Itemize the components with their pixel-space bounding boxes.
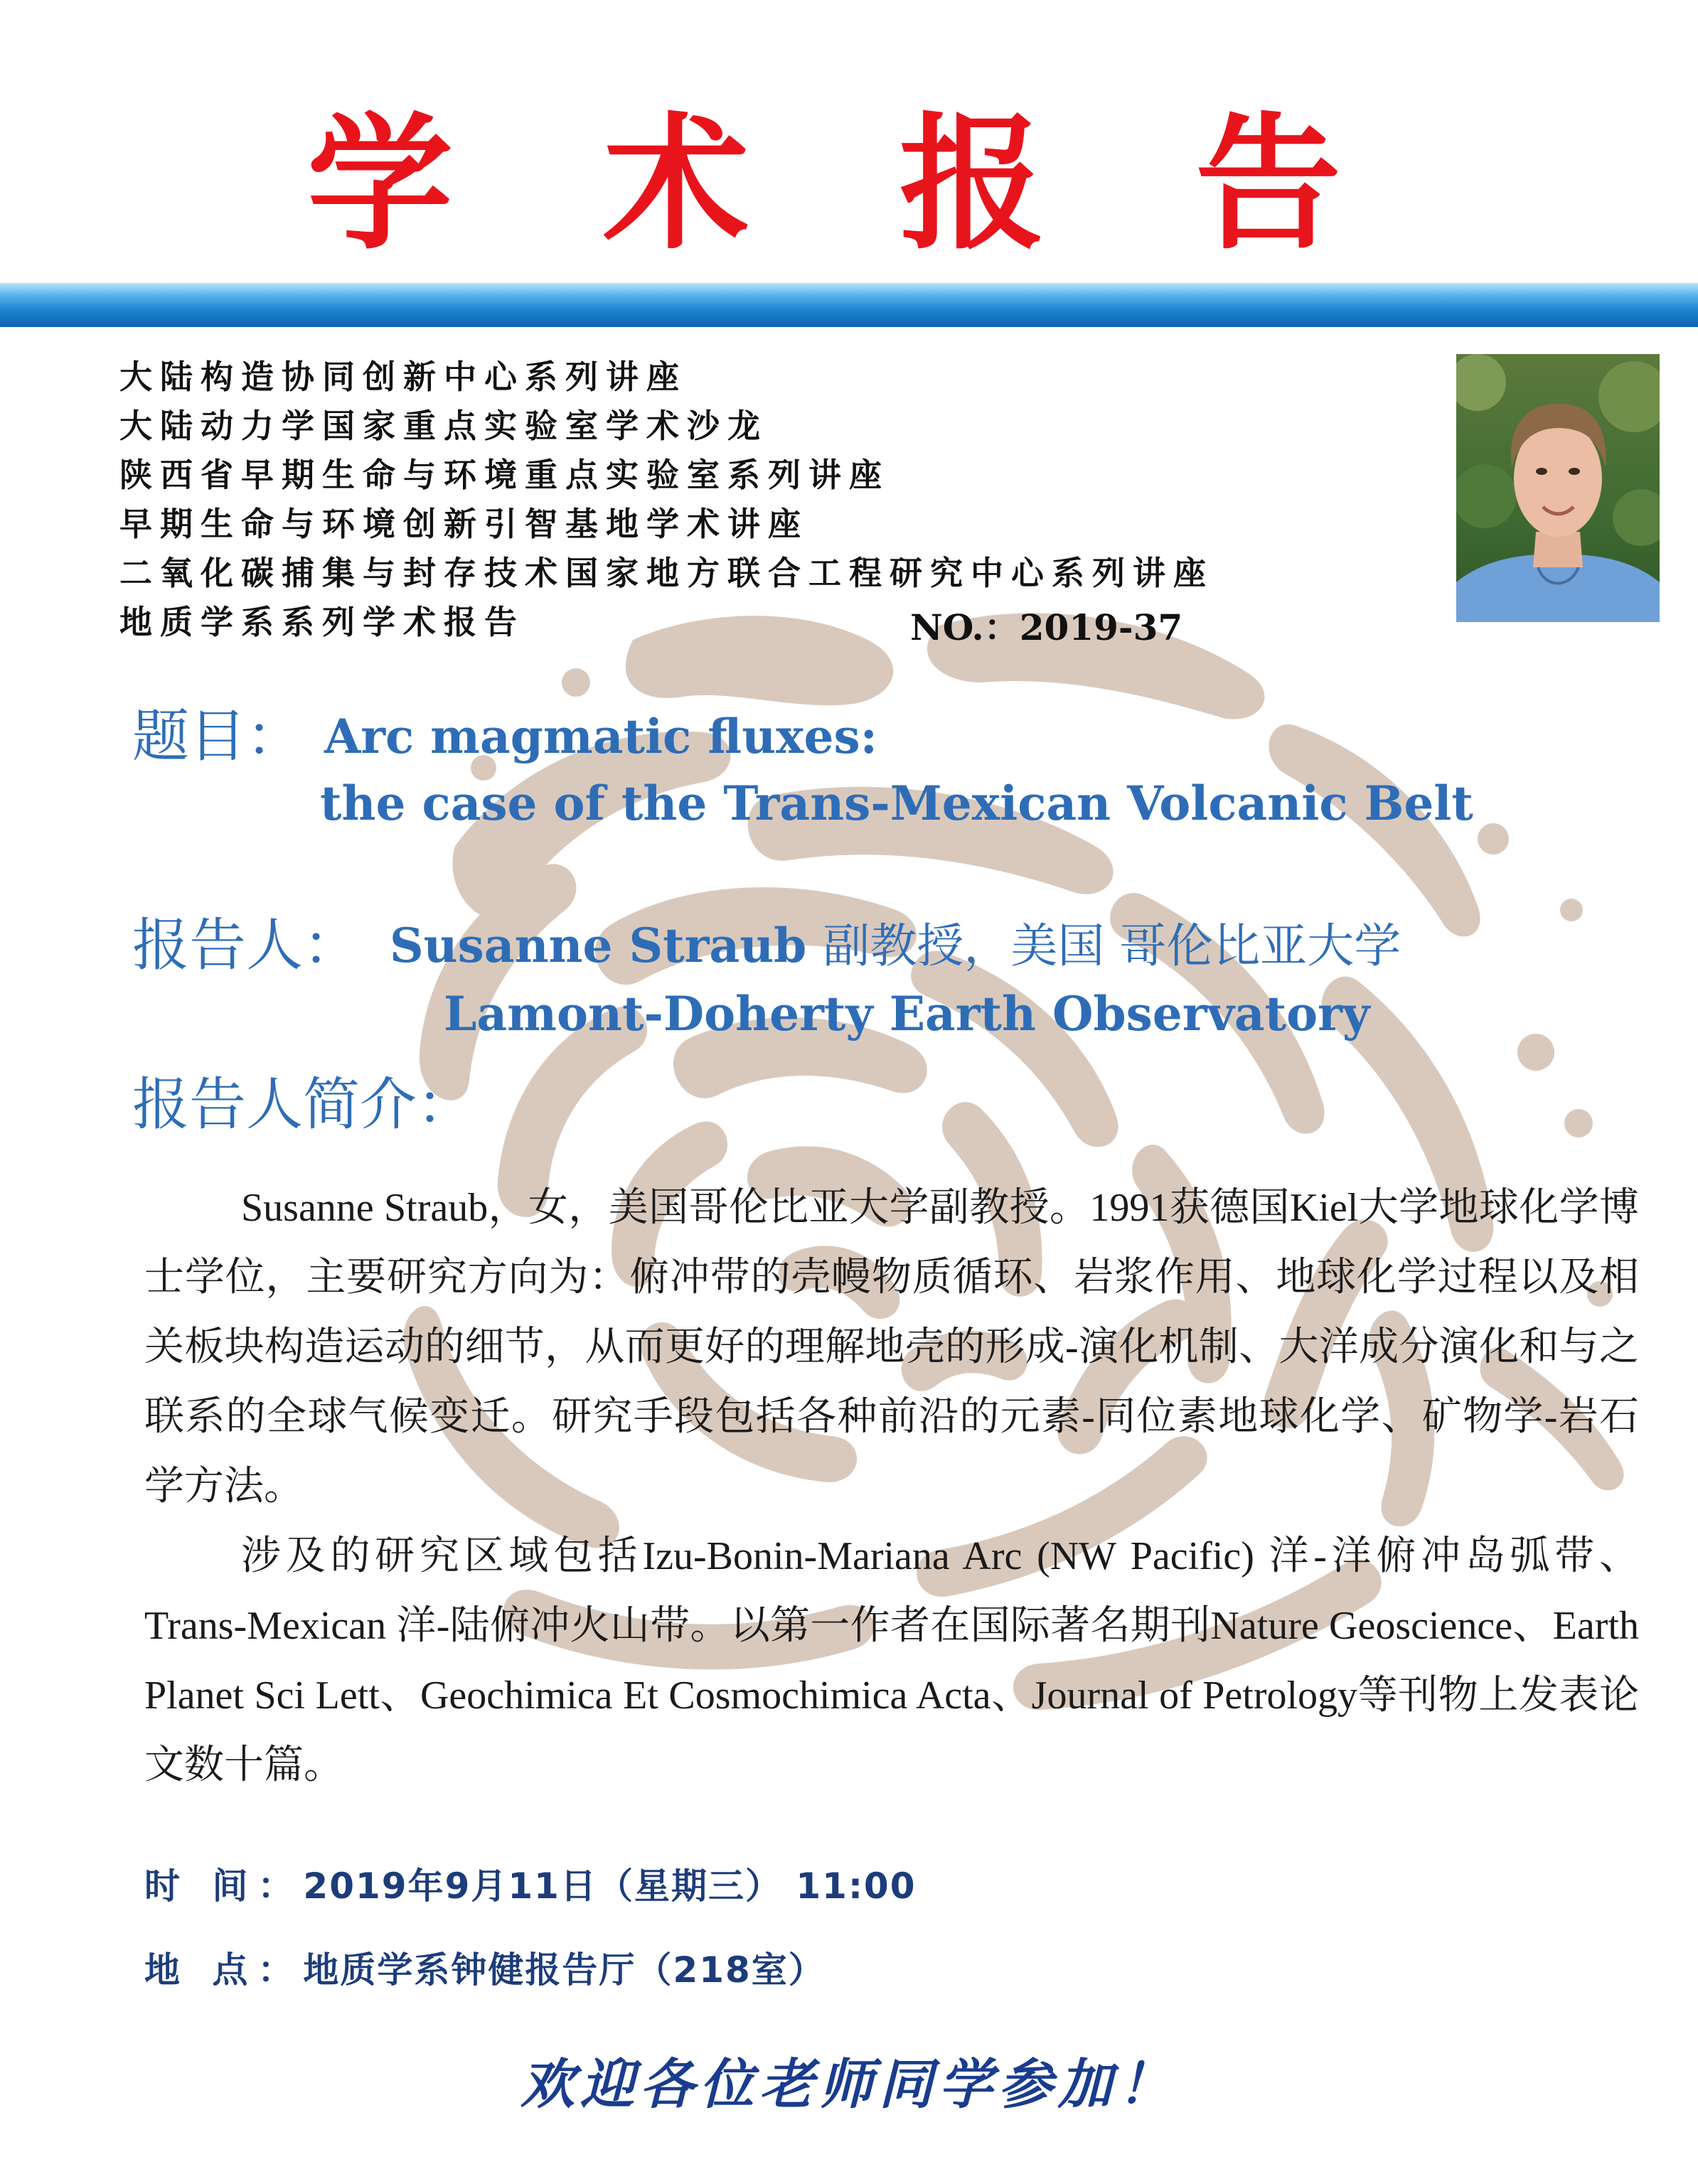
speaker-line — [390, 917, 1401, 975]
series-item: 大陆构造协同创新中心系列讲座 — [119, 358, 687, 396]
poster-title: 学 术 报 告 — [306, 100, 1392, 269]
report-number: NO.：2019-37 — [910, 606, 1183, 648]
series-item: 大陆动力学国家重点实验室学术沙龙 — [119, 407, 768, 445]
speaker-photo — [1456, 354, 1660, 622]
speaker-institution: Lamont-Doherty Earth Observatory — [444, 986, 1370, 1042]
series-item: 早期生命与环境创新引智基地学术讲座 — [119, 505, 808, 543]
welcome-message: 欢迎各位老师同学参加！ — [520, 2052, 1178, 2116]
speaker-title-affiliation: 副教授，美国 哥伦比亚大学 — [823, 919, 1401, 973]
bio-paragraph: Susanne Straub，女，美国哥伦比亚大学副教授。1991获德国Kiel大学地球化学博士学位，主要研究方向为：俯冲带的壳幔物质循环、岩浆作用、地球化学过程以及相关板块构造运动的细节，从而更好的理解地壳的形成-演化机制、大洋成分演化和与之联系的全球气候变迁。研究手段包括各种前沿的元素-同位素地球化学、矿物学-岩石学方法。 — [144, 1186, 1639, 1509]
speaker-bio — [144, 1173, 1639, 1800]
topic-line-1: Arc magmatic fluxes: — [324, 709, 878, 764]
speaker-label: 报告人： — [132, 912, 360, 978]
place-value: 地质学系钟健报告厅（218室） — [303, 1949, 826, 1991]
series-item: 地质学系系列学术报告 — [119, 603, 525, 641]
header-divider-band — [0, 283, 1698, 327]
time-row — [144, 1858, 917, 1909]
time-label: 时 间： — [144, 1866, 304, 1907]
series-item: 陕西省早期生命与环境重点实验室系列讲座 — [119, 456, 890, 494]
place-label: 地 点： — [144, 1949, 304, 1991]
topic-line-2: the case of the Trans-Mexican Volcanic Belt — [320, 776, 1473, 831]
bio-paragraph: 涉及的研究区域包括Izu-Bonin-Mariana Arc (NW Pacific) 洋-洋俯冲岛弧带、Trans-Mexican 洋-陆俯冲火山带。以第一作者在国际著名期刊Nature Geoscience、Earth Planet Sci Lett、Geochimica Et Cosmochimica Acta、Journal of Petrology等刊物上发表论文数十篇。 — [144, 1534, 1639, 1787]
speaker-name: Susanne Straub — [390, 918, 807, 973]
series-item: 二氧化碳捕集与封存技术国家地方联合工程研究中心系列讲座 — [119, 554, 1214, 592]
bio-label: 报告人简介： — [132, 1071, 474, 1138]
time-value: 2019年9月11日（星期三） 11:00 — [303, 1866, 917, 1907]
topic-label: 题目： — [132, 703, 303, 769]
place-row — [144, 1942, 826, 1993]
